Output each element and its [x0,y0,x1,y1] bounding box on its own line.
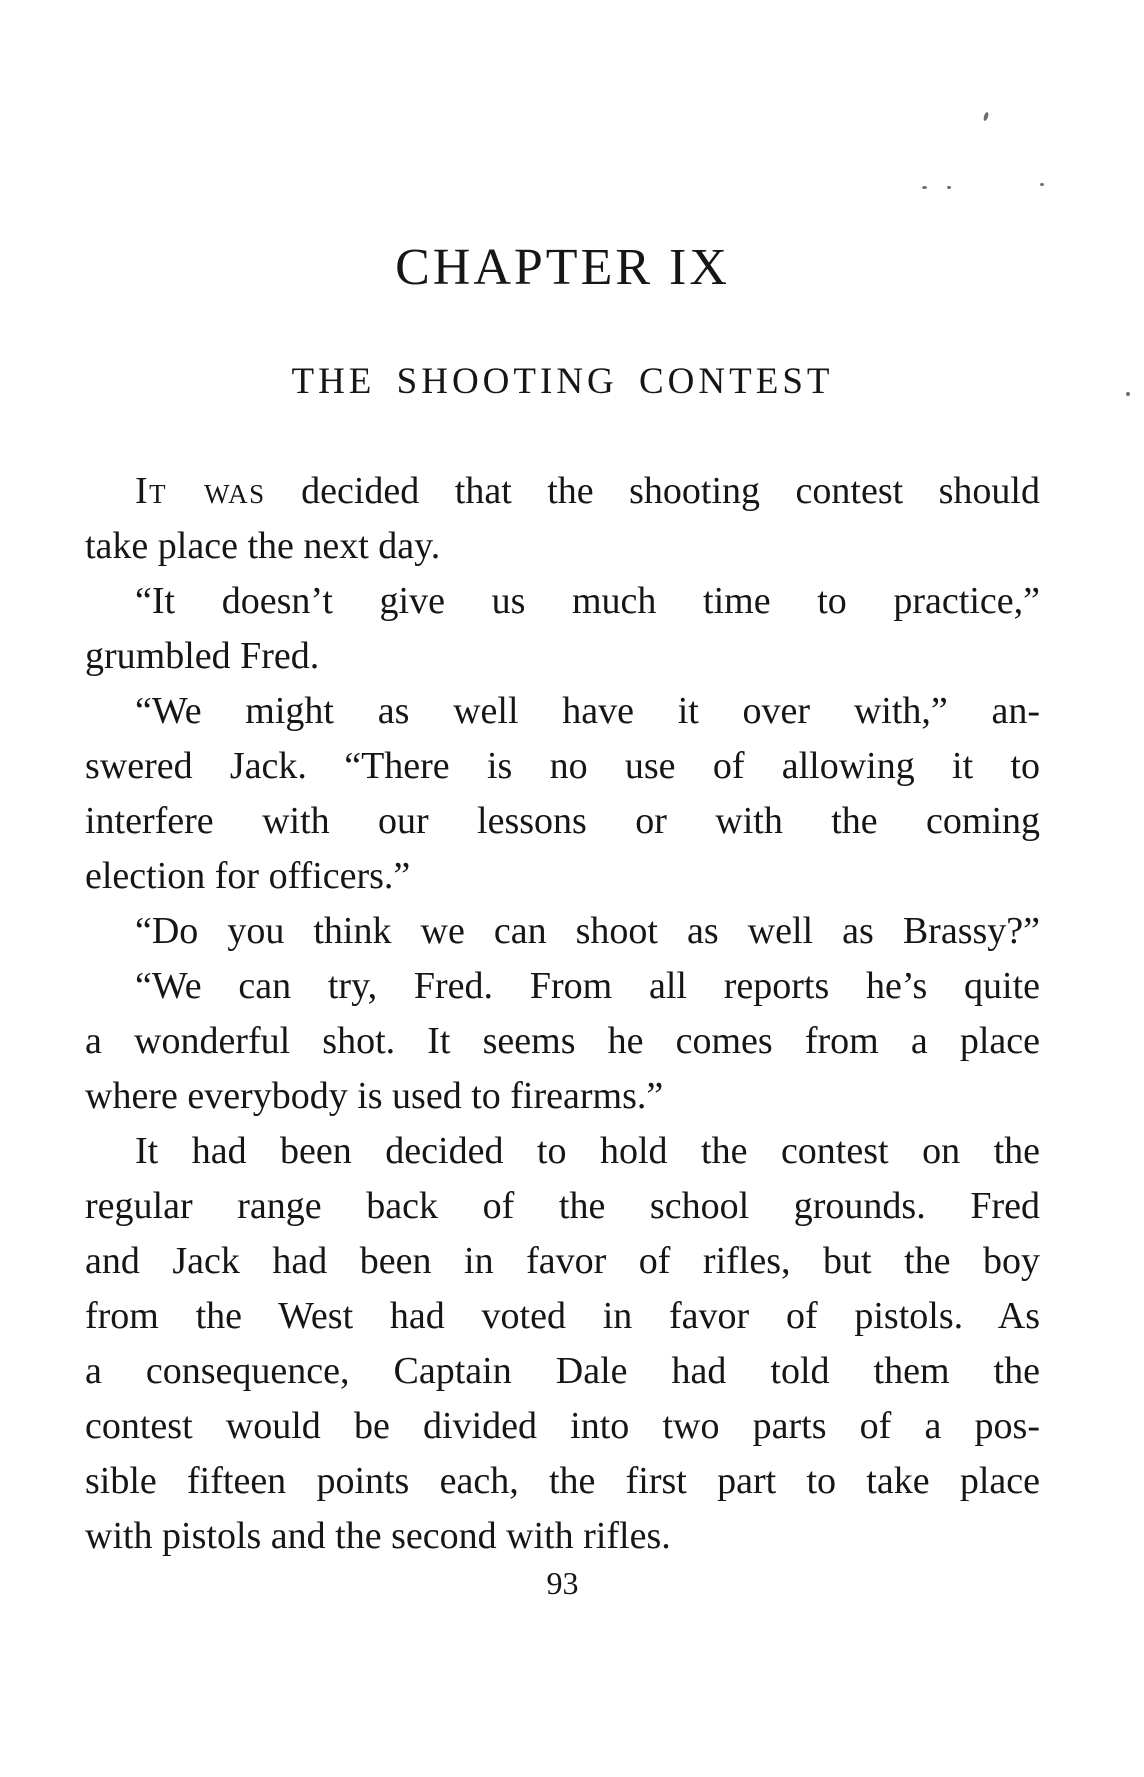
text-line: It was decided that the shooting contest should [135,470,1040,512]
paragraph [85,959,1040,1124]
text-line: where everybody is used to firearms.” [85,1075,664,1117]
scan-speck [1126,392,1130,396]
section-title: THE SHOOTING CONTEST [291,361,834,402]
text-line: “We might as well have it over with,” an- [135,690,1040,732]
paragraph [85,574,1040,684]
paragraph [85,1124,1040,1564]
text-line: It had been decided to hold the contest on the [135,1130,1040,1172]
scan-speck [1040,183,1044,186]
text-line: regular range back of the school grounds. Fred [85,1185,1040,1227]
text-line: “Do you think we can shoot as well as Brassy?” [135,910,1040,952]
body-text [85,464,1040,1564]
text-line: and Jack had been in favor of rifles, but the boy [85,1240,1040,1282]
scan-speck [922,186,927,189]
text-line: contest would be divided into two parts of a pos- [85,1405,1040,1447]
scan-speck [947,186,951,189]
chapter-heading: CHAPTER IX [395,239,730,296]
scan-speck [983,112,990,122]
text-line: a consequence, Captain Dale had told them the [85,1350,1040,1392]
text-line: take place the next day. [85,525,441,567]
smallcaps-lead: It was [135,470,266,512]
paragraph [85,684,1040,904]
text-line: swered Jack. “There is no use of allowing it to [85,745,1040,787]
page-number: 93 [546,1565,579,1601]
text-line: election for officers.” [85,855,411,897]
text-line: “It doesn’t give us much time to practice,” [135,580,1040,622]
text-line: “We can try, Fred. From all reports he’s quite [135,965,1040,1007]
paragraph [85,904,1040,959]
text-line: grumbled Fred. [85,635,320,677]
text-line: sible fifteen points each, the first part to take place [85,1460,1040,1502]
text-line: a wonderful shot. It seems he comes from a place [85,1020,1040,1062]
text-line: from the West had voted in favor of pistols. As [85,1295,1040,1337]
paragraph [85,464,1040,574]
text-line: interfere with our lessons or with the coming [85,800,1040,842]
text-line: with pistols and the second with rifles. [85,1515,671,1557]
